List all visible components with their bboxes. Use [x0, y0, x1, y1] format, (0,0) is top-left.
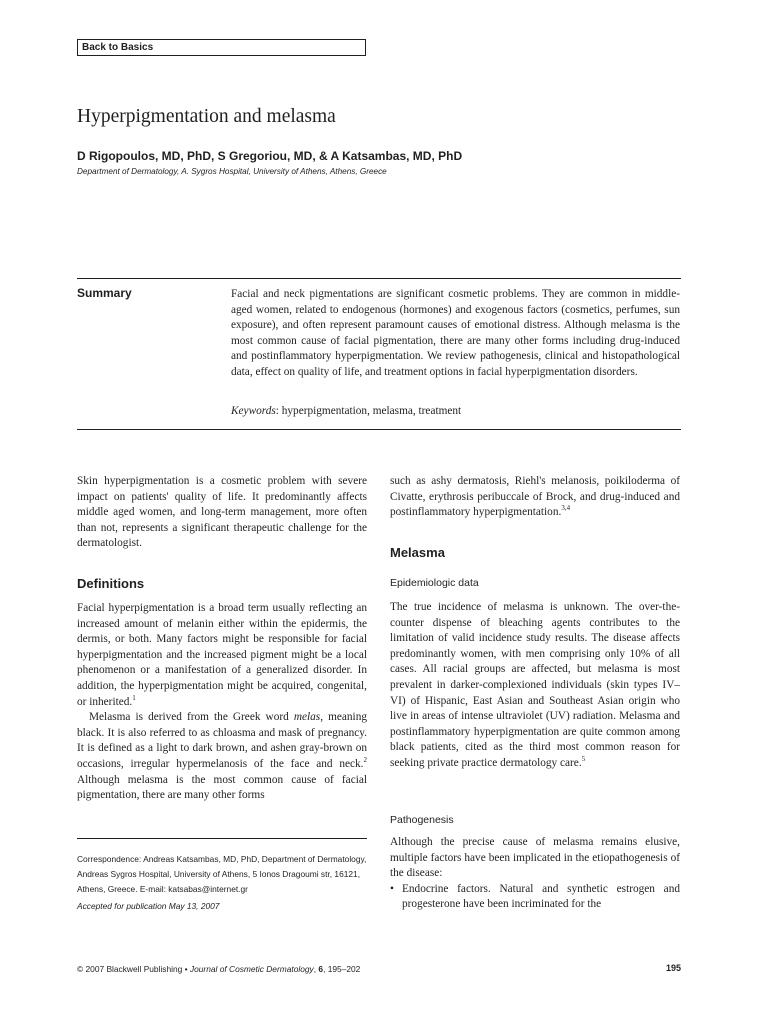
- definitions-paragraph-1: [77, 601, 367, 710]
- epidemiology-body: The true incidence of melasma is unknown. The over-the-counter dispense of bleaching agents contributes to the limitation of valid incidence study results. The disease affects predominantly women, with men comprising only 10% of all cases. All racial groups are affected, but melasma is most prevalent in darker-complexioned individuals (skin types IV–VI) of Hispanic, East Asian and Southeast Asian origin who live in areas of intense ultraviolet (UV) radiation. Melasma and postinflammatory hyperpigmentation are quite common among black patients, cited as the third most common reason for seeking private practice dermatology care.: [390, 601, 680, 769]
- footer-pages: , 195–202: [323, 964, 361, 974]
- article-title: Hyperpigmentation and melasma: [77, 106, 336, 127]
- intro-column: [77, 474, 367, 552]
- section-label-box: [77, 39, 366, 56]
- reference-1: 1: [132, 693, 136, 702]
- footer-journal: Journal of Cosmetic Dermatology: [189, 964, 314, 974]
- definitions-text: [77, 601, 367, 804]
- footer-volume: 6: [318, 964, 324, 974]
- right-column-continuation: [390, 474, 680, 521]
- correspondence-note: Correspondence: Andreas Katsambas, MD, PhD, Department of Dermatology, Andreas Sygros Hospital, University of Athens, 5 Ionos Dragoumi str, 16121, Athens, Greece. E-mail: katsabas@internet.gr: [77, 854, 367, 894]
- epidemiology-heading: Epidemiologic data: [390, 577, 479, 589]
- pathogenesis-paragraph: Although the precise cause of melasma remains elusive, multiple factors have been implicated in the etiopathogenesis of the disease:: [390, 836, 680, 880]
- footnote-rule: [77, 838, 367, 839]
- authors: D Rigopoulos, MD, PhD, S Gregoriou, MD, & A Katsambas, MD, PhD: [77, 149, 463, 163]
- bullet-item-endocrine: [390, 882, 680, 913]
- affiliation: Department of Dermatology, A. Sygros Hospital, University of Athens, Athens, Greece: [77, 167, 387, 176]
- definitions-heading: Definitions: [77, 576, 145, 591]
- bullet-mark: •: [390, 882, 394, 895]
- accepted-note: Accepted for publication May 13, 2007: [77, 901, 220, 911]
- pathogenesis-heading: Pathogenesis: [390, 814, 454, 826]
- melas-term: melas: [293, 711, 321, 724]
- continuation-text: such as ashy dermatosis, Riehl's melanosis, poikiloderma of Civatte, erythrosis peribuccale of Brock, and drug-induced and postinflammatory hyperpigmentation.: [390, 475, 680, 519]
- intro-paragraph: Skin hyperpigmentation is a cosmetic problem with severe impact on patients' quality of life. It predominantly affects middle aged women, and long-term management, more often than not, represents a significant therapeutic challenge for the dermatologist.: [77, 475, 367, 550]
- epidemiology-paragraph: [390, 600, 680, 772]
- footer-publisher: © 2007 Blackwell Publishing •: [77, 964, 190, 974]
- definitions-p2-text-b: , meaning black. It is also referred to as chloasma and mask of pregnancy. It is defined as a light to dark brown, and ashen gray-brown on occasions, irregular hypermelanosis of the face and neck.: [77, 711, 367, 770]
- pathogenesis-text: [390, 835, 680, 913]
- definitions-paragraph-2: [77, 710, 367, 804]
- footer-citation: © 2007 Blackwell Publishing • Journal of Cosmetic Dermatology, 6, 195–202: [77, 964, 361, 974]
- definitions-p2-text-c: Although melasma is the most common cause of facial pigmentation, there are many other forms: [77, 773, 367, 802]
- continuation-paragraph: [390, 474, 680, 521]
- section-label: Back to Basics: [82, 42, 154, 53]
- keywords-list: : hyperpigmentation, melasma, treatment: [275, 405, 462, 417]
- reference-5: 5: [581, 755, 586, 764]
- page-number: 195: [665, 963, 681, 973]
- summary-text: Facial and neck pigmentations are significant cosmetic problems. They are common in middle-aged women, related to endogenous (hormones) and exogenous factors (cosmetics, perfumes, sun exposure), and often represent paramount causes of emotional distress. Although melasma is the most common cause of facial pigmentation, there are many other forms including drug-induced and postinflammatory hyperpigmentation. We review pathogenesis, clinical and histopathological data, effect on quality of life, and treatment options in facial hyperpigmentation disorders.: [231, 288, 680, 378]
- summary-heading: Summary: [77, 286, 132, 300]
- reference-3-4: 3,4: [561, 504, 571, 513]
- epidemiology-text: [390, 600, 680, 772]
- summary-bottom-rule: [77, 429, 681, 430]
- definitions-p1-text: Facial hyperpigmentation is a broad term usually reflecting an increased amount of melanin either within the epidermis, the dermis, or both. Many factors might be responsible for facial hyperpigmentation and the increased pigment might be a local phenomenon or a manifestation of a generalized disorder. In addition, the hyperpigmentation might be acquired, congenital, or inherited.: [77, 602, 367, 708]
- reference-2: 2: [363, 756, 367, 765]
- bullet-text: Endocrine factors. Natural and synthetic estrogen and progesterone have been incriminated for the: [402, 882, 680, 911]
- summary-top-rule: [77, 278, 681, 279]
- keywords: [231, 404, 680, 419]
- melasma-heading: Melasma: [390, 545, 445, 560]
- definitions-p2-text-a: Melasma is derived from the Greek word: [89, 711, 294, 724]
- keywords-label: Keywords: [231, 405, 276, 417]
